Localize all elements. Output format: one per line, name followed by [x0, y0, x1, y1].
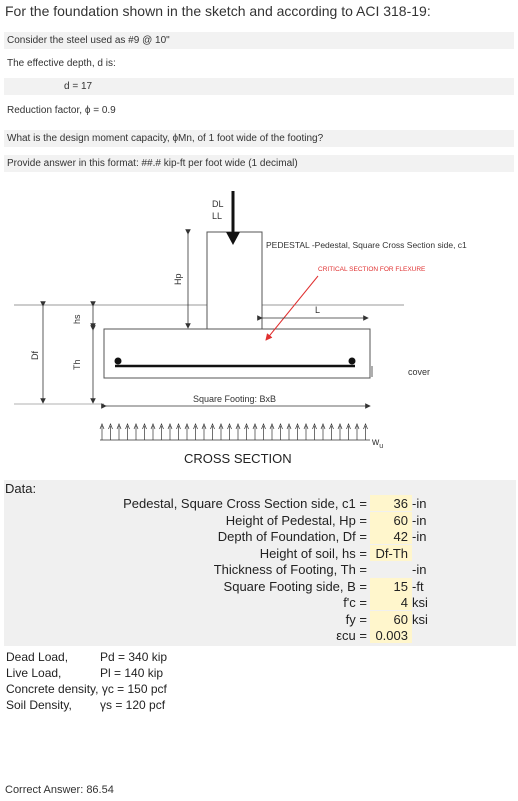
- data-row-value: 0.003: [375, 628, 408, 643]
- data-row-label: Height of Pedestal, Hp =: [225, 512, 367, 528]
- data-row-value: 15: [393, 578, 408, 594]
- data-row-unit: ksi: [412, 611, 428, 627]
- pedestal-shape: [207, 232, 262, 329]
- question-text: What is the design moment capacity, ϕMn, of 1 foot wide of the footing?: [7, 133, 324, 144]
- data-row-value: Df-Th: [375, 545, 408, 561]
- depth-value: d = 17: [64, 81, 93, 92]
- soil-density: Soil Density, γs = 120 pcf: [6, 698, 166, 712]
- data-row-unit: -in: [412, 512, 427, 528]
- data-row-label: Height of soil, hs =: [259, 545, 367, 561]
- dead-load: Dead Load, Pd = 340 kip: [6, 650, 168, 664]
- concrete-density: Concrete density, γc = 150 pcf: [6, 682, 167, 696]
- data-row-label: Thickness of Footing, Th =: [213, 562, 367, 577]
- answer-label: Correct Answer:: [5, 784, 84, 796]
- data-label: Data:: [5, 481, 37, 496]
- footing-shape: [104, 329, 370, 378]
- steel-row: [4, 32, 514, 49]
- data-row-label: εcu =: [336, 628, 367, 643]
- ll-label: LL: [212, 211, 223, 221]
- data-row-label: fy =: [345, 611, 367, 627]
- steel-text: Consider the steel used as #9 @ 10": [7, 35, 170, 46]
- data-row-value: 60: [393, 611, 408, 627]
- answer-value: 86.54: [86, 784, 114, 796]
- rebar-right: [349, 358, 356, 365]
- depth-label: The effective depth, d is:: [7, 58, 116, 69]
- pedestal-label: PEDESTAL -Pedestal, Square Cross Section side, c1: [266, 240, 467, 250]
- data-row-unit: -in: [412, 529, 427, 544]
- data-row-value: 4: [400, 595, 408, 610]
- correct-answer: [5, 784, 114, 796]
- data-row-label: Square Footing side, B =: [223, 578, 367, 594]
- intro-text: For the foundation shown in the sketch and according to ACI 318-19:: [5, 3, 431, 19]
- question-row: [4, 130, 514, 147]
- depth-value-row: [4, 78, 514, 95]
- wu-label: $w_u$: [372, 437, 384, 450]
- data-row-label: Pedestal, Square Cross Section side, c1 =: [123, 496, 367, 511]
- foundation-sketch: [0, 180, 518, 470]
- depth-label-row: [4, 55, 514, 72]
- hs-label: hs: [72, 314, 82, 324]
- hp-label: Hp: [173, 273, 183, 285]
- data-row-value: 42: [393, 529, 408, 544]
- data-row-unit: ksi: [412, 595, 428, 610]
- cover-label: cover: [408, 367, 431, 377]
- footing-label: Square Footing: BxB: [193, 394, 277, 404]
- format-text: Provide answer in this format: ##.# kip-ft per foot wide (1 decimal): [7, 158, 298, 169]
- data-row-label: f'c =: [343, 595, 367, 610]
- th-label: Th: [72, 359, 82, 370]
- critical-section-label: CRITICAL SECTION FOR FLEXURE: [318, 266, 426, 273]
- rebar-left: [115, 358, 122, 365]
- data-row-unit: -ft: [412, 578, 424, 594]
- reduction-text: Reduction factor, ϕ = 0.9: [7, 105, 116, 116]
- cross-section-label: CROSS SECTION: [184, 451, 292, 466]
- data-row-value: 36: [393, 496, 408, 511]
- data-row-value: 60: [393, 512, 408, 528]
- data-row-unit: -in: [412, 562, 427, 577]
- l-label: L: [315, 305, 321, 315]
- dl-label: DL: [212, 199, 224, 209]
- format-row: [4, 155, 514, 172]
- soil-pressure-arrows: [100, 424, 368, 440]
- data-row-label: Depth of Foundation, Df =: [217, 529, 367, 544]
- live-load: Live Load, Pl = 140 kip: [6, 666, 164, 680]
- reduction-row: [4, 102, 514, 119]
- df-label: Df: [30, 351, 40, 360]
- data-row-unit: -in: [412, 496, 427, 511]
